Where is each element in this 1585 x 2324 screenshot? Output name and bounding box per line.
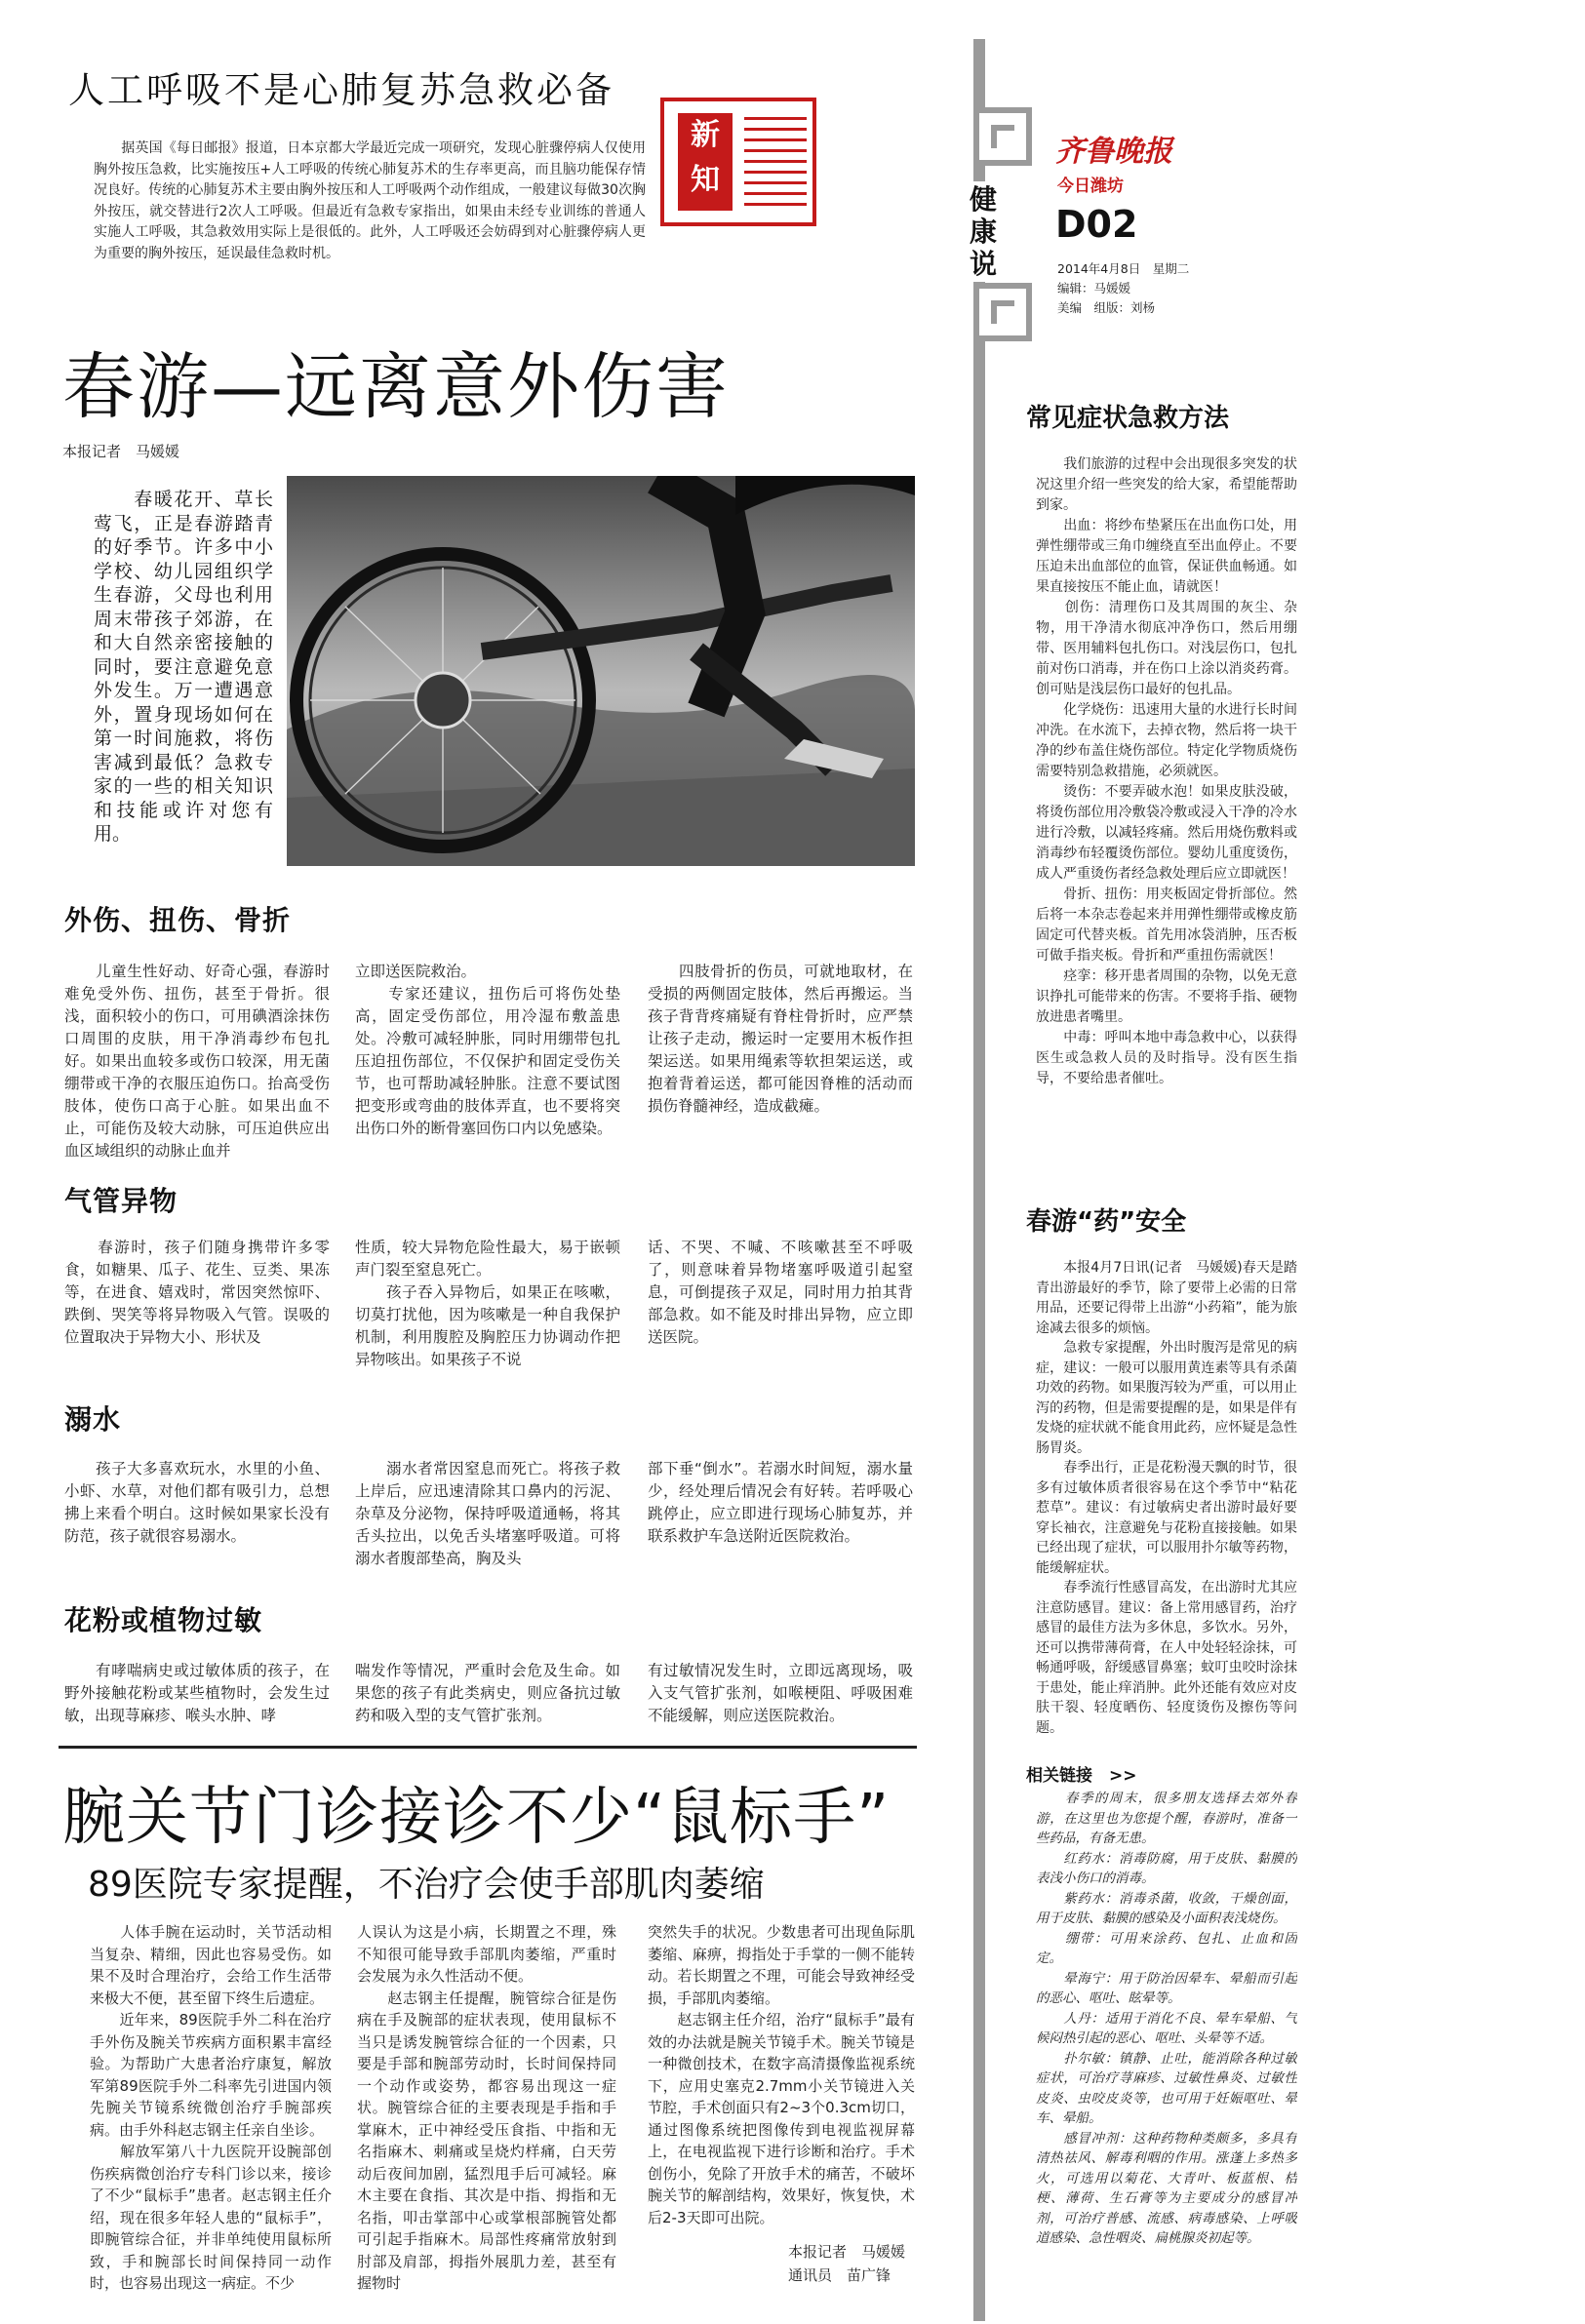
injury-col-3: 四肢骨折的伤员，可就地取材，在受损的两侧固定肢体，然后再搬运。当孩子背背疼痛疑有脊柱骨折时，应严禁让孩子走动，搬运时一定要用木板作担架运送。如果用绳索等软担架运送，或抱着背着运送，都可能因脊椎的活动而损伤脊髓神经，造成截瘫。 bbox=[648, 963, 913, 1115]
main-byline: 本报记者 马媛媛 bbox=[62, 443, 180, 460]
seal-char-1: 新 bbox=[691, 118, 720, 152]
related-links-body: 春季的周末，很多朋友选择去郊外春游，在这里也为您提个醒，春游时，准备一些药品，有备无患。 红药水：消毒防腐，用于皮肤、黏膜的表浅小伤口的消毒。 紫药水：消毒杀菌，收敛，干燥创面，用于皮肤、黏膜的感染及小面积表浅烧伤。 绷带：可用来涂药、包扎、止血和固定。 晕海宁：用于防治因晕车、晕船而引起的恶心、呕吐、眩晕等。 人丹：适用于消化不良、晕车晕船、气候闷热引起的恶心、呕吐、头晕等不适。 扑尔敏：镇静、止吐，能消除各种过敏症状，可治疗荨麻疹、过敏性鼻炎、过敏性皮炎、虫咬皮炎等，也可用于妊娠呕吐、晕车、晕船。 感冒冲剂：这种药物种类颇多，多具有清热祛风、解毒利咽的作用。涨蓬上多热多火，可选用以菊花、大青叶、板蓝根、桔梗、薄荷、生石膏等为主要成分的感冒冲剂，可治疗普感、流感、病毒感染、上呼吸道感染、急性咽炎、扁桃腺炎初起等。 bbox=[1036, 1791, 1297, 2246]
airway-col-2: 性质，较大异物危险性最大，易于嵌顿声门裂至窒息死亡。 孩子吞入异物后，如果正在咳嗽，切莫打扰他，因为咳嗽是一种自我保护机制，利用腹腔及胸腔压力协调动作把异物咳出。如果孩子不说 bbox=[355, 1239, 620, 1368]
allergy-col-1: 有哮喘病史或过敏体质的孩子，在野外接触花粉或某些植物时，会发生过敏，出现荨麻疹、喉头水肿、哮 bbox=[64, 1662, 330, 1724]
bottom-col-2: 人误认为这是小病，长期置之不理，殊不知很可能导致手部肌肉萎缩，严重时会发展为永久性活动不便。 赵志钢主任提醒，腕管综合征是伤病在手及腕部的症状表现，使用鼠标不当只是诱发腕管综合征的一个因素，只要是手部和腕部劳动时，长时间保持同一个动作或姿势，都容易出现这一症状。腕管综合征的主要表现是手指和手掌麻木，正中神经受压食指、中指和无名指麻木、刺痛或呈烧灼样痛，白天劳动后夜间加剧，猛烈甩手后可减轻。麻木主要在食指、其次是中指、拇指和无名指，叩击掌部中心或掌根部腕管处都可引起手指麻木。局部性疼痛常放射到肘部及肩部，拇指外展肌力差，甚至有握物时 bbox=[357, 1923, 616, 2292]
medicine-safety-body: 本报4月7日讯(记者 马媛媛)春天是踏青出游最好的季节，除了要带上必需的日常用品，还要记得带上出游“小药箱”，能为旅途减去很多的烦恼。 急救专家提醒，外出时腹泻是常见的病症，建议：一般可以服用黄连素等具有杀菌功效的药物。如果腹泻较为严重，可以用止泻的药物，但是需要提醒的是，如果是伴有发烧的症状就不能食用此药，应怀疑是急性肠胃炎。 春季出行，正是花粉漫天飘的时节，很多有过敏体质者很容易在这个季节中“粘花惹草”。建议：有过敏病史者出游时最好要穿长袖衣，注意避免与花粉直接接触。如果已经出现了症状，可以服用扑尔敏等药物，能缓解症状。 春季流行性感冒高发，在出游时尤其应注意防感冒。建议：备上常用感冒药，治疗感冒的最佳方法为多休息，多饮水。另外，还可以携带薄荷膏，在人中处轻轻涂抹，可畅通呼吸，舒缓感冒鼻塞；蚊叮虫咬时涂抹于患处，能止痒消肿。此外还能有效应对皮肤干裂、轻度晒伤、轻度烫伤及擦伤等问题。 bbox=[1036, 1260, 1297, 1736]
greek-key-ornament-top bbox=[973, 107, 1032, 166]
first-aid-body: 我们旅游的过程中会出现很多突发的状况这里介绍一些突发的给大家，希望能帮助到家。 出血：将纱布垫紧压在出血伤口处，用弹性绷带或三角巾缠绕直至出血停止。不要压迫未出血部位的血管，保证供血畅通。如果直接按压不能止血，请就医！ 创伤：清理伤口及其周围的灰尘、杂物，用干净清水彻底冲净伤口，然后用绷带、医用辅料包扎伤口。对浅层伤口，包扎前对伤口消毒，并在伤口上涂以消炎药膏。创可贴是浅层伤口最好的包扎品。 化学烧伤：迅速用大量的水进行长时间冲洗。在水流下，去掉衣物，然后将一块干净的纱布盖住烧伤部位。特定化学物质烧伤需要特别急救措施，必须就医。 烫伤：不要弄破水泡！如果皮肤没破，将烫伤部位用冷敷袋冷敷或浸入干净的冷水进行冷敷，以减轻疼痛。然后用烧伤敷料或消毒纱布轻覆烫伤部位。婴幼儿重度烫伤，成人严重烫伤者经急救处理后应立即就医！ 骨折、扭伤：用夹板固定骨折部位。然后将一本杂志卷起来并用弹性绷带或橡皮筋固定可代替夹板。首先用冰袋消肿，压否板可做手指夹板。骨折和严重扭伤需就医！ 痉挛：移开患者周围的杂物，以免无意识挣扎可能带来的伤害。不要将手指、硬物放进患者嘴里。 中毒：呼叫本地中毒急救中心，以获得医生或急救人员的及时指导。没有医生指导，不要给患者催吐。 bbox=[1036, 456, 1297, 1086]
column-divider bbox=[973, 39, 985, 2321]
editor-credit: 编辑：马媛媛 bbox=[1057, 281, 1131, 295]
section-heading-airway: 气管异物 bbox=[64, 1185, 178, 1217]
article-separator bbox=[59, 1746, 917, 1749]
drowning-col-2: 溺水者常因窒息而死亡。将孩子救上岸后，应迅速清除其口鼻内的污泥、杂草及分泌物，保持呼吸道通畅，将其舌头拉出，以免舌头堵塞呼吸道。可将溺水者腹部垫高，胸及头 bbox=[355, 1460, 620, 1567]
section-label-vertical: 健康说 bbox=[969, 183, 997, 280]
page-number: D02 bbox=[1055, 203, 1138, 246]
top-article-title: 人工呼吸不是心肺复苏急救必备 bbox=[68, 69, 614, 111]
allergy-col-3: 有过敏情况发生时，立即远离现场，吸入支气管扩张剂，如喉梗阻、呼吸困难不能缓解，则应送医院救治。 bbox=[648, 1662, 913, 1724]
drowning-col-1: 孩子大多喜欢玩水，水里的小鱼、小虾、水草，对他们都有吸引力，总想拂上来看个明白。这时候如果家长没有防范，孩子就很容易溺水。 bbox=[64, 1460, 330, 1545]
seal-lines bbox=[744, 117, 807, 207]
cyclist-illustration bbox=[287, 476, 915, 866]
xinzhi-seal bbox=[660, 98, 816, 226]
newspaper-logo: 齐鲁晚报 bbox=[1055, 135, 1172, 169]
bottom-col-3: 突然失手的状况。少数患者可出现鱼际肌萎缩、麻痹，拇指处于手掌的一侧不能转动。若长期置之不理，可能会导致神经受损，手部肌肉萎缩。 赵志钢主任介绍，治疗“鼠标手”最有效的办法就是腕关节镜手术。腕关节镜是一种微创技术，在数字高清摄像监视系统下，应用史塞克2.7mm小关节镜进入关节腔，手术创面只有2~3个0.3cm切口，通过图像系统把图像传到电视监视屏幕上，在电视监视下进行诊断和治疗。手术创伤小，免除了开放手术的痛苦，不破坏腕关节的解剖结构，效果好，恢复快，术后2-3天即可出院。 bbox=[648, 1923, 915, 2226]
section-heading-allergy: 花粉或植物过敏 bbox=[64, 1604, 263, 1636]
bottom-byline-correspondent: 通讯员 苗广锋 bbox=[788, 2266, 892, 2284]
main-headline: 春游—远离意外伤害 bbox=[62, 345, 730, 429]
bottom-byline-reporter: 本报记者 马媛媛 bbox=[788, 2243, 906, 2261]
section-heading-drowning: 溺水 bbox=[64, 1403, 122, 1436]
top-article-body: 据英国《每日邮报》报道，日本京都大学最近完成一项研究，发现心脏骤停病人仅使用胸外按压急救，比实施按压+人工呼吸的传统心肺复苏术的生存率更高，而且脑功能保存情况良好。传统的心肺复苏术主要由胸外按压和人工呼吸两个动作组成，一般建议每做30次胸外按压，就交替进行2次人工呼吸。但最近有急救专家指出，如果由未经专业训练的普通人实施人工呼吸，其急救效用实际上是很低的。此外，人工呼吸还会妨碍到对心脏骤停病人更为重要的胸外按压，延误最佳急救时机。 bbox=[94, 140, 646, 261]
injury-col-2: 立即送医院救治。 专家还建议，扭伤后可将伤处垫高，固定受伤部位，用冷湿布敷盖患处。冷敷可减轻肿胀，同时用绷带包扎压迫扭伤部位，不仅保护和固定受伤关节，也可帮助减轻肿胀。注意不要试图把变形或弯曲的肢体弄直，也不要将突出伤口外的断骨塞回伤口内以免感染。 bbox=[355, 963, 620, 1137]
medicine-safety-title: 春游“药”安全 bbox=[1026, 1207, 1187, 1237]
greek-key-ornament-bottom bbox=[973, 283, 1032, 341]
bottom-col-1: 人体手腕在运动时，关节活动相当复杂、精细，因此也容易受伤。如果不及时合理治疗，会给工作生活带来极大不便，甚至留下终生后遗症。 近年来，89医院手外二科在治疗手外伤及腕关节疾病方面积累丰富经验。为帮助广大患者治疗康复，解放军第89医院手外二科率先引进国内领先腕关节镜系统微创治疗手腕部疾病。由手外科赵志钢主任亲自坐诊。 解放军第八十九医院开设腕部创伤疾病微创治疗专科门诊以来，接诊了不少“鼠标手”患者。赵志钢主任介绍，现在很多年轻人患的“鼠标手”，即腕管综合征，并非单纯使用鼠标所致，手和腕部长时间保持同一动作时，也容易出现这一病症。不少 bbox=[90, 1923, 332, 2292]
bottom-subheadline: 89医院专家提醒，不治疗会使手部肌肉萎缩 bbox=[88, 1865, 765, 1905]
edition-name: 今日潍坊 bbox=[1057, 177, 1124, 196]
drowning-col-3: 部下垂“倒水”。若溺水时间短，溺水量少，经处理后情况会有好转。若呼吸心跳停止，应立即进行现场心肺复苏，并联系救护车急送附近医院救治。 bbox=[648, 1460, 913, 1545]
issue-date: 2014年4月8日 星期二 bbox=[1057, 261, 1190, 276]
bottom-headline: 腕关节门诊接诊不少“鼠标手” bbox=[62, 1782, 891, 1854]
main-lead: 春暖花开、草长莺飞，正是春游踏青的好季节。许多中小学校、幼儿园组织学生春游，父母也利用周末带孩子郊游，在和大自然亲密接触的同时，要注意避免意外发生。万一遭遇意外，置身现场如何在第一时间施救，将伤害减到最低？急救专家的一些的相关知识和技能或许对您有用。 bbox=[94, 489, 273, 845]
seal-char-2: 知 bbox=[691, 163, 720, 197]
first-aid-title: 常见症状急救方法 bbox=[1026, 404, 1230, 433]
allergy-col-2: 喘发作等情况，严重时会危及生命。如果您的孩子有此类病史，则应备抗过敏药和吸入型的支气管扩张剂。 bbox=[355, 1662, 620, 1724]
airway-col-1: 春游时，孩子们随身携带许多零食，如糖果、瓜子、花生、豆类、果冻等，在进食、嬉戏时，常因突然惊吓、跌倒、哭笑等将异物吸入气管。误吸的位置取决于异物大小、形状及 bbox=[64, 1239, 330, 1346]
injury-col-1: 儿童生性好动、好奇心强，春游时难免受外伤、扭伤，甚至于骨折。很浅，面积较小的伤口，可用碘酒涂抹伤口周围的皮肤，用干净消毒纱布包扎好。如果出血较多或伤口较深，用无菌绷带或干净的衣服压迫伤口。抬高受伤肢体，使伤口高于心脏。如果出血不止，可能伤及较大动脉，可压迫供应出血区域组织的动脉止血并 bbox=[64, 963, 330, 1160]
designer-credit: 美编 组版：刘杨 bbox=[1057, 300, 1156, 315]
airway-col-3: 话、不哭、不喊、不咳嗽甚至不呼吸了，则意味着异物堵塞呼吸道引起窒息，可倒提孩子双足，同时用力拍其背部急救。如不能及时排出异物，应立即送医院。 bbox=[648, 1239, 913, 1346]
cyclist-photo bbox=[287, 476, 915, 866]
section-heading-injury: 外伤、扭伤、骨折 bbox=[64, 904, 292, 936]
related-links-title: 相关链接 >> bbox=[1026, 1766, 1137, 1786]
seal-red-block bbox=[678, 113, 733, 211]
